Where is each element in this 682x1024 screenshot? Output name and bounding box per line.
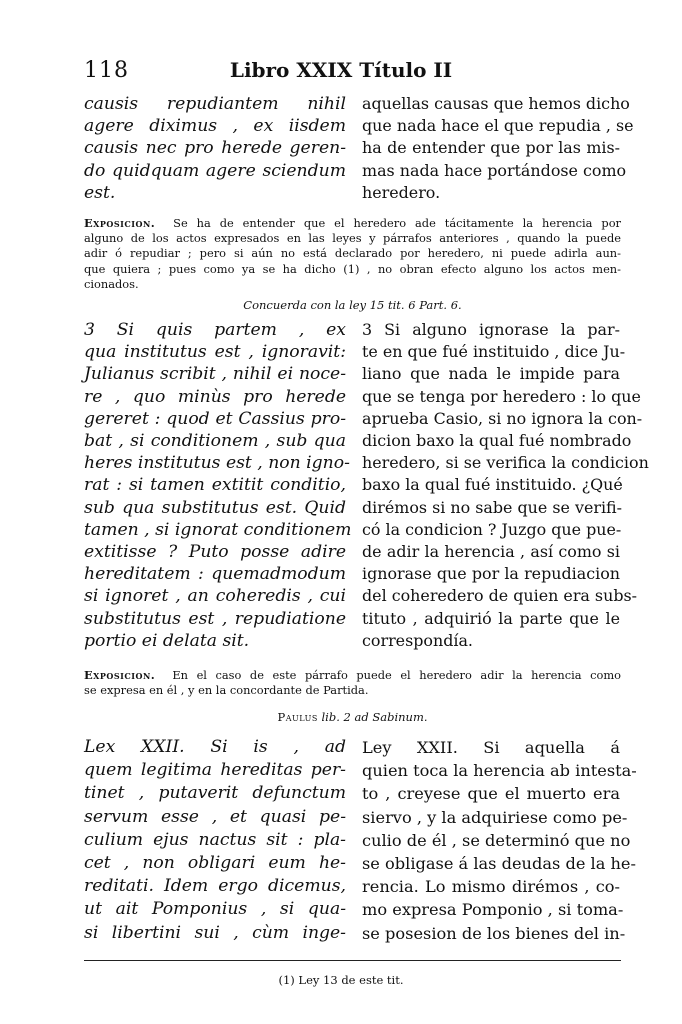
latin-line: rat : si tamen extitit conditio, xyxy=(84,475,346,496)
spanish-line: Ley XXII. Si aquella á xyxy=(362,738,620,757)
exposicion-line: se expresa en él , y en la concordante de Partida. xyxy=(84,683,369,698)
latin-column-3 xyxy=(84,736,346,945)
spanish-column-1 xyxy=(362,93,634,204)
latin-line: heres institutus est , non igno- xyxy=(84,453,350,474)
spanish-line: tituto , adquirió la parte que le xyxy=(362,608,620,628)
latin-line: sub qua substitutus est. Quid xyxy=(84,497,346,518)
latin-line: tamen , si ignorat conditionem xyxy=(84,519,352,540)
latin-line: tinet , putaverit defunctum xyxy=(84,783,346,804)
spanish-column-2 xyxy=(362,319,649,652)
spanish-line: aprueba Casio, si no ignora la con- xyxy=(362,408,643,428)
latin-line: extitisse ? Puto posse adire xyxy=(84,542,346,563)
concordance-citation: Concuerda con la ley 15 tit. 6 Part. 6. xyxy=(243,298,462,312)
latin-line: Lex XXII. Si is , ad xyxy=(84,737,346,757)
source-citation xyxy=(84,710,621,724)
latin-line: cet , non obligari eum he- xyxy=(84,853,346,874)
latin-line: agere diximus , ex iisdem xyxy=(84,116,346,137)
spanish-line: to , creyese que el muerto era xyxy=(362,784,620,804)
spanish-line: te en que fué instituido , dice Ju- xyxy=(362,342,626,362)
page-number: 118 xyxy=(84,58,129,83)
spanish-line: ignorase que por la repudiacion xyxy=(362,564,620,584)
latin-line: qua institutus est , ignoravit: xyxy=(84,342,346,363)
spanish-line: dirémos si no sabe que se verifi- xyxy=(362,497,622,517)
exposicion-note-2 xyxy=(84,668,621,698)
spanish-line: siervo , y la adquiriese como pe- xyxy=(362,807,628,827)
latin-line: gereret : quod et Cassius pro- xyxy=(84,408,346,429)
spanish-line: dicion baxo la qual fué nombrado xyxy=(362,431,632,451)
latin-line: causis repudiantem nihil xyxy=(84,94,346,114)
latin-line: portio ei delata sit. xyxy=(84,630,250,651)
latin-column-1 xyxy=(84,93,346,204)
spanish-line: 3 Si alguno ignorase la par- xyxy=(362,320,620,339)
latin-line: quem legitima hereditas per- xyxy=(84,760,346,781)
latin-line: bat , si conditionem , sub qua xyxy=(84,431,346,452)
latin-line: est. xyxy=(84,182,116,203)
latin-line: culium ejus nactus sit : pla- xyxy=(84,829,346,850)
latin-line: si libertini sui , cùm inge- xyxy=(84,922,346,943)
spanish-line: heredero. xyxy=(362,182,441,202)
spanish-line: se posesion de los bienes del in- xyxy=(362,923,626,943)
spanish-line: culio de él , se determinó que no xyxy=(362,830,631,850)
spanish-line: mas nada hace portándose como xyxy=(362,160,627,180)
spanish-line: que se tenga por heredero : lo que xyxy=(362,386,641,406)
latin-line: re , quo minùs pro herede xyxy=(84,386,346,407)
exposicion-line: alguno de los actos expresados en las leyes y párrafos anteriores , quando la puede xyxy=(84,231,621,246)
latin-column-2 xyxy=(84,319,352,652)
exposicion-line xyxy=(84,668,621,683)
spanish-line: de adir la herencia , así como si xyxy=(362,542,620,562)
latin-line: servum esse , et quasi pe- xyxy=(84,806,346,827)
running-title: Libro XXIX Título II xyxy=(229,58,453,82)
source-author: Paulus xyxy=(277,710,318,724)
spanish-line: ha de entender que por las mis- xyxy=(362,138,620,158)
latin-line: si ignoret , an coheredis , cui xyxy=(84,586,346,607)
latin-line: reditati. Idem ergo dicemus, xyxy=(84,876,346,897)
exposicion-label: Exposicion. xyxy=(84,668,156,682)
spanish-line: del coheredero de quien era subs- xyxy=(362,586,638,606)
latin-line: ut ait Pomponius , si qua- xyxy=(84,899,346,920)
exposicion-label: Exposicion. xyxy=(84,216,156,230)
latin-line: Julianus scribit , nihil ei noce- xyxy=(84,364,346,385)
latin-line: substitutus est , repudiatione xyxy=(84,608,346,629)
exposicion-line: que quiera ; pues como ya se ha dicho (1) , no obran efecto alguno los actos men- xyxy=(84,261,621,276)
latin-line: hereditatem : quemadmodum xyxy=(84,564,346,585)
spanish-line: correspondía. xyxy=(362,630,473,650)
latin-line: causis nec pro herede geren- xyxy=(84,138,346,159)
spanish-line: heredero, si se verifica la condicion xyxy=(362,453,649,473)
latin-line: do quidquam agere sciendum xyxy=(84,160,346,181)
exposicion-line: adir ó repudiar ; pero si aún no está declarado por heredero, ni puede adirla aun- xyxy=(84,246,621,261)
footnote-rule xyxy=(84,960,621,961)
latin-line: 3 Si quis partem , ex xyxy=(84,320,346,340)
exposicion-line xyxy=(84,216,621,231)
exposicion-text: En el caso de este párrafo puede el heredero adir la herencia como xyxy=(172,668,621,682)
spanish-line: aquellas causas que hemos dicho xyxy=(362,94,630,113)
spanish-line: có la condicion ? Juzgo que pue- xyxy=(362,519,622,539)
spanish-line: se obligase á las deudas de la he- xyxy=(362,854,636,874)
spanish-line: mo expresa Pomponio , si toma- xyxy=(362,900,624,920)
spanish-line: que nada hace el que repudia , se xyxy=(362,116,634,136)
spanish-line: liano que nada le impide para xyxy=(362,364,620,384)
spanish-column-3 xyxy=(362,736,637,945)
spanish-line: rencia. Lo mismo dirémos , co- xyxy=(362,877,620,897)
exposicion-note-1 xyxy=(84,216,621,292)
spanish-line: quien toca la herencia ab intesta- xyxy=(362,761,637,781)
footnote: (1) Ley 13 de este tit. xyxy=(278,973,404,987)
exposicion-text: Se ha de entender que el heredero ade tácitamente la herencia por xyxy=(173,216,621,230)
exposicion-line: cionados. xyxy=(84,276,139,291)
spanish-line: baxo la qual fué instituido. ¿Qué xyxy=(362,475,623,495)
source-work: lib. 2 ad Sabinum. xyxy=(321,710,428,724)
